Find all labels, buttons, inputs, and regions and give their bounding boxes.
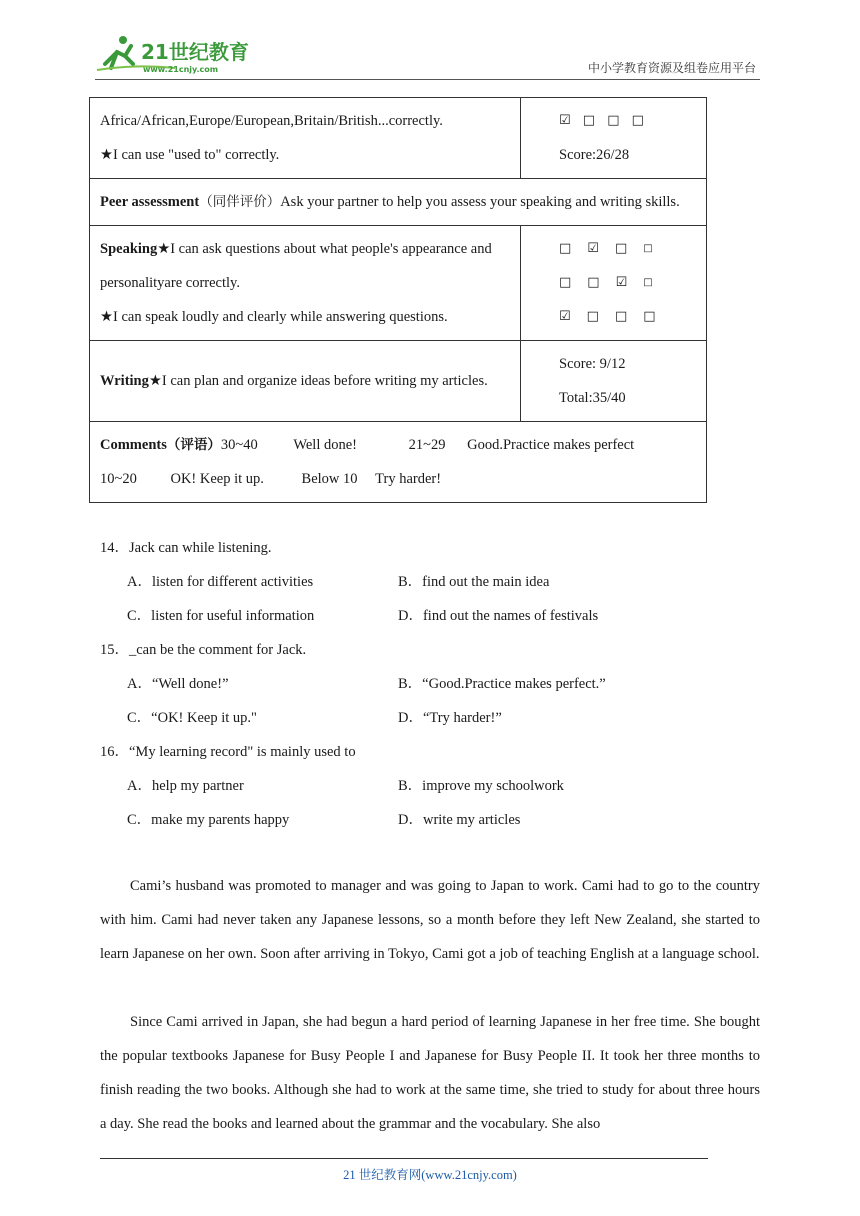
q16-option-d: D．write my articles: [398, 812, 521, 828]
row1-line2: ★I can use "used to" correctly.: [100, 147, 280, 163]
q14-option-c: C．listen for useful information: [127, 608, 315, 624]
platform-name: 中小学教育资源及组卷应用平台: [587, 61, 756, 75]
row1-score: Score:26/28: [559, 147, 630, 163]
checkbox: □: [559, 275, 572, 290]
checkbox: □: [643, 243, 653, 254]
checkbox: ☑: [615, 275, 628, 290]
header-divider: [95, 79, 760, 80]
checkbox: ☑: [559, 309, 571, 324]
speaking-label: Speaking: [100, 241, 158, 257]
table-row: [90, 341, 707, 422]
q16-option-a: A．help my partner: [127, 778, 244, 794]
q15-option-d: D．“Try harder!”: [398, 710, 502, 726]
passage-paragraph-2: Since Cami arrived in Japan, she had begun a hard period of learning Japanese in her free time. She bought the popular textbooks Japanese for Busy People I and Japanese for Busy People II. It took her three months to finish reading the two books. Although she had to work at the same time, she tried to study for about three hours a day. She read the books and learned about the grammar and the vocabulary. She also: [100, 1014, 760, 1132]
runner-logo-icon: [95, 34, 265, 74]
comment-text: Good.Practice makes perfect: [467, 437, 635, 453]
learning-record-table: [89, 97, 707, 503]
checkbox: □: [614, 241, 628, 256]
table-row: [90, 422, 707, 503]
question-16-stem: 16．“My learning record" is mainly used to: [100, 744, 356, 760]
peer-text: Ask your partner to help you assess your speaking and writing skills.: [280, 194, 680, 210]
checkbox: □: [586, 309, 599, 324]
q15-option-c: C．“OK! Keep it up.": [127, 710, 257, 726]
comment-range: 30~40: [220, 437, 258, 453]
question-15-stem: 15．_can be the comment for Jack.: [100, 642, 307, 658]
speaking-line1: ★I can ask questions about what people's appearance and personalityare correctly.: [100, 241, 492, 291]
comment-text: Well done!: [293, 437, 358, 453]
comment-range: Below 10: [301, 471, 358, 487]
comment-range: 21~29: [408, 437, 446, 453]
table-row: [90, 98, 707, 179]
checkbox: ☑: [587, 241, 599, 256]
checkbox: □: [643, 309, 656, 324]
comment-range: 10~20: [100, 471, 137, 487]
question-14-stem: 14．Jack can while listening.: [100, 540, 272, 556]
page-footer: 21 世纪教育网(www.21cnjy.com): [343, 1168, 517, 1182]
q14-option-a: A．listen for different activities: [127, 574, 314, 590]
comment-text: OK! Keep it up.: [170, 471, 264, 487]
svg-text:www.21cnjy.com: www.21cnjy.com: [143, 65, 219, 74]
writing-label: Writing: [100, 373, 149, 389]
footer-divider: [100, 1158, 708, 1159]
peer-label: Peer assessment: [100, 194, 200, 210]
writing-score: Score: 9/12: [559, 356, 626, 372]
checkbox: □: [587, 275, 600, 290]
comment-text: Try harder!: [375, 471, 442, 487]
checkbox: □: [614, 309, 628, 324]
peer-label-cn: （同伴评价）: [199, 194, 281, 210]
row1-checkboxes: ☑ □ □ □: [559, 113, 648, 128]
q14-option-d: D．find out the names of festivals: [398, 608, 599, 624]
logo: [95, 34, 265, 74]
comments-label-cn: （评语）: [166, 437, 221, 453]
svg-text:21世纪教育: 21世纪教育: [141, 40, 249, 64]
table-row: [90, 179, 707, 226]
q14-option-b: B．find out the main idea: [398, 574, 550, 590]
page-header: [95, 30, 760, 78]
q16-option-b: B．improve my schoolwork: [398, 778, 564, 794]
checkbox: □: [643, 277, 653, 288]
q16-option-c: C．make my parents happy: [127, 812, 290, 828]
table-row: [90, 226, 707, 341]
total-score: Total:35/40: [559, 390, 626, 406]
passage-paragraph-1: Cami’s husband was promoted to manager and was going to Japan to work. Cami had to go to the country with him. Cami had never taken any Japanese lessons, so a month before they left New Zealand, she started to learn Japanese on her own. Soon after arriving in Tokyo, Cami got a job of teaching English at a language school.: [100, 878, 760, 962]
q15-option-b: B．“Good.Practice makes perfect.”: [398, 676, 606, 692]
row1-line1: Africa/African,Europe/European,Britain/British...correctly.: [100, 113, 443, 129]
checkbox: □: [559, 241, 572, 256]
q15-option-a: A．“Well done!”: [127, 676, 229, 692]
writing-text: ★I can plan and organize ideas before writing my articles.: [148, 373, 488, 389]
comments-label: Comments: [100, 437, 167, 453]
speaking-line2: ★I can speak loudly and clearly while answering questions.: [100, 309, 448, 325]
